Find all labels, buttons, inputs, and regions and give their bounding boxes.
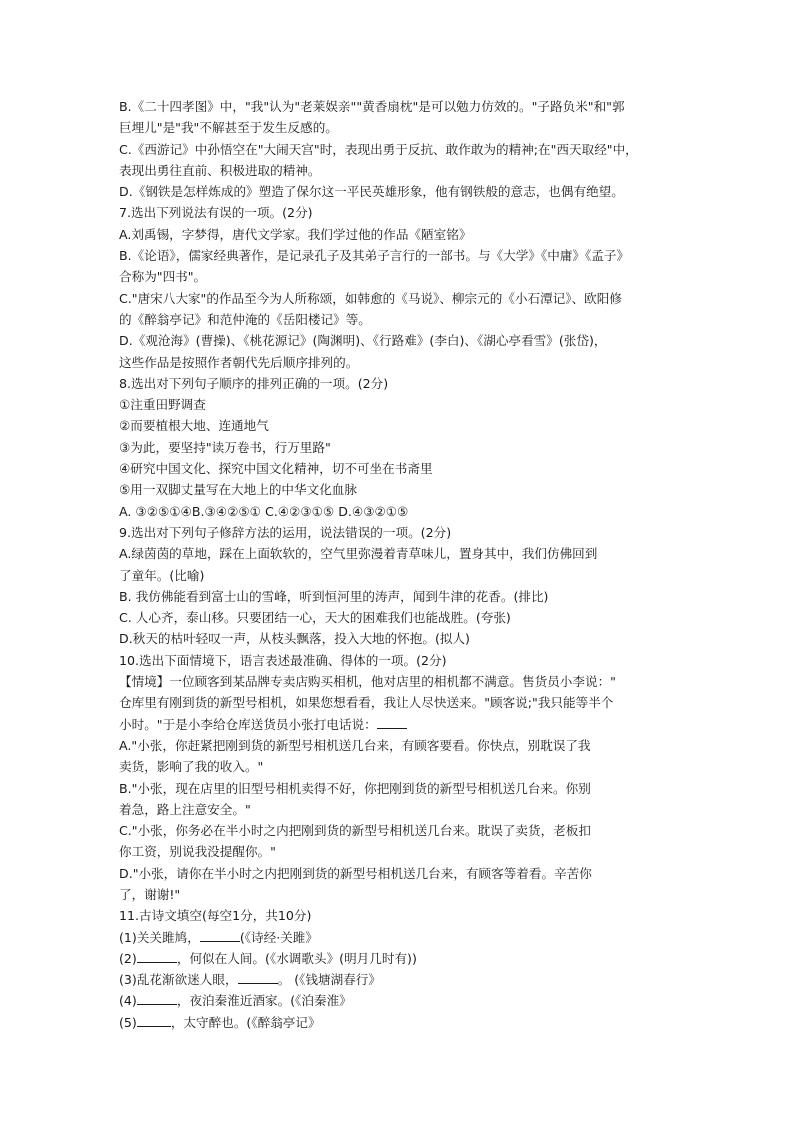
text-fragment: (1)关关雎鸠， xyxy=(119,929,200,945)
sentence-4: ④研究中国文化、探究中国文化精神，切不可坐在书斋里 xyxy=(119,461,433,477)
text-fragment: ，太守醉也。(《醉翁亭记》 xyxy=(170,1014,321,1030)
text-line: B."小张，现在店里的旧型号相机卖得不好，你把刚到货的新型号相机送几台来。你别 xyxy=(119,780,591,796)
text-line: 着急，路上注意安全。" xyxy=(119,801,251,817)
text-line: 仓库里有刚到货的新型号相机，如果您想看看，我让人尽快送来。"顾客说;"我只能等半个 xyxy=(119,695,614,711)
text-line: 表现出勇往直前、积极进取的精神。 xyxy=(119,162,321,178)
text-line: A.绿茵茵的草地，踩在上面软软的，空气里弥漫着青草味儿，置身其中，我们仿佛回到 xyxy=(119,546,598,562)
answer-blank xyxy=(238,971,278,984)
fill-blank-line-1 xyxy=(119,927,685,948)
text-line xyxy=(119,714,685,735)
question-9-stem: 9.选出对下列句子修辞方法的运用，说法错误的一项。(2分) xyxy=(119,524,452,540)
text-line: 这些作品是按照作者朝代先后顺序排列的。 xyxy=(119,354,359,370)
text-line: 的《醉翁亭记》和范仲淹的《岳阳楼记》等。 xyxy=(119,311,371,327)
sentence-1: ①注重田野调查 xyxy=(119,397,206,413)
text-line: C.《西游记》中孙悟空在"大闹天宫"时，表现出勇于反抗、敢作敢为的精神;在"西天取经"中， xyxy=(119,141,638,157)
answer-blank xyxy=(137,950,177,963)
text-fragment: (2) xyxy=(119,950,137,966)
question-11-stem: 11.古诗文填空(每空1分，共10分) xyxy=(119,908,312,924)
text-line: 你工资，别说我没提醒你。" xyxy=(119,844,276,860)
text-line: D.《钢铁是怎样炼成的》塑造了保尔这一平民英雄形象，他有钢铁般的意志，也偶有绝望。 xyxy=(119,184,624,200)
fill-blank-line-2 xyxy=(119,948,685,969)
text-line: A.刘禹锡，字梦得，唐代文学家。我们学过他的作品《陋室铭》 xyxy=(119,226,472,242)
text-line: D.秋天的枯叶轻叹一声，从枝头飘落，投入大地的怀抱。(拟人) xyxy=(119,631,470,647)
text-line: B. 我仿佛能看到富士山的雪峰，听到恒河里的涛声，闻到牛津的花香。(排比) xyxy=(119,588,549,604)
text-line: B.《二十四孝图》中，"我"认为"老莱娱亲""黄香扇枕"是可以勉力仿效的。"子路负米"和"郭 xyxy=(119,99,625,114)
text-fragment: (3)乱花渐欲迷人眼， xyxy=(119,972,238,988)
text-line: D."小张，请你在半小时之内把刚到货的新型号相机送几台来，有顾客等着看。辛苦你 xyxy=(119,865,592,881)
fill-blank-line-5 xyxy=(119,1012,685,1033)
text-line: C."小张，你务必在半小时之内把刚到货的新型号相机送几台来。耽误了卖货，老板扣 xyxy=(119,823,591,839)
text-fragment: (《诗经·关雎》 xyxy=(239,929,318,945)
text-line: 了，谢谢!" xyxy=(119,886,181,902)
text-fragment: 小时。"于是小李给仓库送货员小张打电话说： xyxy=(119,716,377,732)
document-page xyxy=(119,96,685,1033)
text-line: C. 人心齐，泰山移。只要团结一心，天大的困难我们也能战胜。(夸张) xyxy=(119,610,511,626)
sentence-5: ⑤用一双脚丈量写在大地上的中华文化血脉 xyxy=(119,482,357,498)
question-8-stem: 8.选出对下列句子顺序的排列正确的一项。(2分) xyxy=(119,375,389,391)
answer-blank xyxy=(200,929,240,942)
text-fragment: ，何似在人间。(《水调歌头》(明月几时有)) xyxy=(176,950,417,966)
text-fragment: 。 (《钱塘湖春行》 xyxy=(277,972,381,988)
text-fragment: (5) xyxy=(119,1014,137,1030)
text-fragment: (4) xyxy=(119,993,137,1009)
answer-blank xyxy=(137,992,177,1005)
fill-blank-line-4 xyxy=(119,990,685,1011)
text-line: 巨埋儿"是"我"不解甚至于发生反感的。 xyxy=(119,120,338,136)
text-line: D.《观沧海》(曹操)、《桃花源记》(陶渊明)、《行路难》(李白)、《湖心亭看雪》(张岱)， xyxy=(119,333,607,349)
text-line: 卖货，影响了我的收入。" xyxy=(119,759,264,775)
text-line: 了童年。(比喻) xyxy=(119,567,205,583)
sentence-2: ②而要植根大地、连通地气 xyxy=(119,418,269,434)
question-10-stem: 10.选出下面情境下，语言表述最准确、得体的一项。(2分) xyxy=(119,652,447,668)
text-line: B.《论语》，儒家经典著作，是记录孔子及其弟子言行的一部书。与《大学》《中庸》《孟子》 xyxy=(119,248,630,264)
answer-blank xyxy=(377,716,407,729)
text-line: C."唐宋八大家"的作品至今为人所称颂，如韩愈的《马说》、柳宗元的《小石潭记》、欧阳修 xyxy=(119,290,622,306)
text-line: 合称为"四书"。 xyxy=(119,269,207,285)
text-line: 【情境】一位顾客到某品牌专卖店购买相机，他对店里的相机都不满意。售货员小李说：" xyxy=(119,674,616,690)
text-fragment: ，夜泊秦淮近酒家。(《泊秦淮》 xyxy=(176,993,352,1009)
fill-blank-line-3 xyxy=(119,969,685,990)
sentence-3: ③为此，要坚持"读万卷书，行万里路" xyxy=(119,439,331,455)
text-line: A."小张，你赶紧把刚到货的新型号相机送几台来，有顾客要看。你快点，别耽误了我 xyxy=(119,737,591,753)
question-7-stem: 7.选出下列说法有误的一项。(2分) xyxy=(119,205,313,221)
answer-blank xyxy=(137,1014,171,1027)
question-8-options: A. ③②⑤①④B.③④②⑤① C.④②③①⑤ D.④③②①⑤ xyxy=(119,503,409,519)
